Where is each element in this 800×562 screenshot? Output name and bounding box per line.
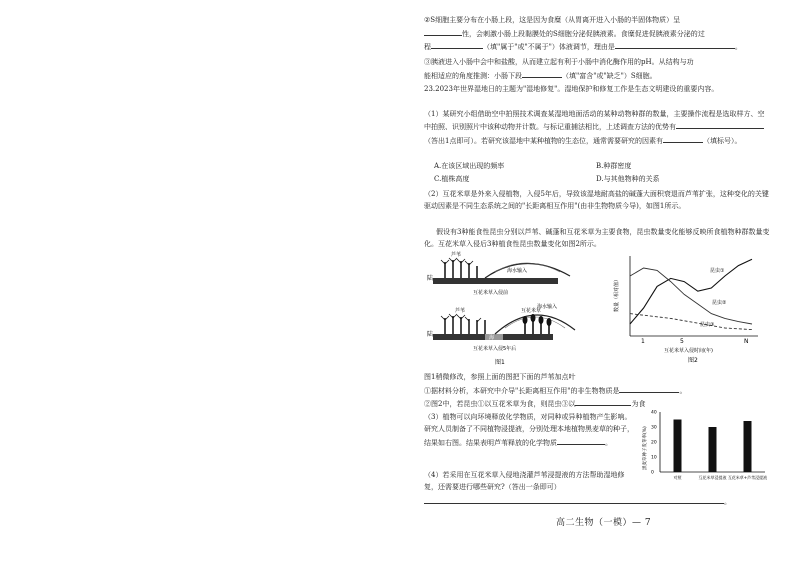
- q2-line1: ②S细胞主要分布在小肠上段，这是因为食糜（从胃离开进入小肠的半固体物质）呈: [424, 16, 681, 24]
- fig2-series-line-2: [630, 268, 752, 324]
- germination-bar-chart: [640, 408, 770, 494]
- answer-blank[interactable]: [575, 397, 631, 406]
- q23-part2-sub1: ①据材料分析，本研究中介导"长距离相互作用"的非生物物质是 。: [424, 384, 686, 397]
- fig1-bottom-spartina-label: 互花米草: [521, 308, 542, 314]
- bar-category-label: 互花米草+芦苇浸提液: [727, 475, 768, 480]
- figure-1: [425, 250, 600, 368]
- q2-line2: 性，会刺激小肠上段黏膜处的S细胞分泌促胰液素。食糜促进促胰液素分泌的过: [424, 27, 705, 40]
- q23-title: 23.2023年世界湿地日的主题为"湿地修复"。湿地保护和修复工作是生态文明建设的重要内容。: [424, 85, 719, 93]
- fig2-tick-5: 5: [680, 338, 684, 345]
- q3-line1: ③胰液进入小肠中会中和盐酸，从而建立起有利于小肠中消化酶作用的pH。从结构与功: [424, 58, 694, 66]
- q23-note: 图1稍微修改，参照上面的图把下面的芦苇加点叶: [424, 373, 576, 381]
- fig2-y-label: 数量（相对值）: [614, 276, 620, 312]
- q23-part1: （1）某研究小组借助空中拍照技术调查某湿地地面活动的某种动物种群的数量，主要操作流程是选取样方、空中拍照、识别照片中该种动物并计数。与标记重捕法相比，上述调查方法的优势有（答出1点即可）。若研究该湿地中某种植物的生态位，通常需要研究的因素有 （填标号）。: [424, 110, 765, 145]
- q23-part2: （2）互花米草是外来入侵植物，入侵5年后，导致该湿地耐高盐的碱蓬大面积衰退而芦苇扩张，这种变化的关键驱动因素是不同生态系统之间的"长距离相互作用"(由非生物物质今导)，如图1所示。: [424, 190, 769, 211]
- answer-blank[interactable]: [615, 40, 735, 49]
- q2-line3: 程 （填"属于"或"不属于"）体液调节，理由是 。: [424, 40, 742, 53]
- bar-category-label: 互花米草浸提液: [698, 475, 727, 480]
- q23-part4-answer-line: 。: [424, 495, 731, 508]
- fig2-series-3-label: 昆虫③: [700, 322, 715, 328]
- answer-blank[interactable]: [424, 495, 724, 504]
- fig2-series-1-label: 昆虫①: [710, 268, 725, 274]
- fig1-top-land-label: 陆: [427, 275, 434, 282]
- q23-part2-sub2: ②图2中，若昆虫①以互花米草为食，则昆虫③以 为食: [424, 397, 645, 410]
- answer-blank[interactable]: [522, 69, 562, 78]
- page-footer: 高二生物（一模）— 7: [556, 518, 652, 528]
- option-c: C.植株高度: [434, 175, 470, 183]
- bar-category-label: 对照: [673, 475, 682, 480]
- q3-line2: 能相适应的角度推测：小肠下段 （填"富含"或"缺乏"）S细胞。: [424, 69, 657, 82]
- bar-y-tick-label: 10: [651, 455, 657, 461]
- option-a: A.在该区域出现的频率: [434, 162, 505, 170]
- q23-part4: （4）若采用在互花米草入侵地浇灌芦苇浸提液的方法帮助湿地修复，还需要进行哪些研究?（答出一条即可）: [424, 471, 625, 492]
- q23-part3: （3）植物可以向环境释放化学物质，对同种或异种植物产生影响。研究人员制备了不同植物浸提液，分别处理本地植物黑麦草的种子，结果如右图。结果表明芦苇释放的化学物质 。: [424, 413, 634, 447]
- fig2-series-line-3: [630, 314, 752, 330]
- bar-2: [709, 427, 717, 472]
- answer-blank[interactable]: [431, 40, 483, 49]
- fig1-caption: 图1: [495, 359, 505, 366]
- fig1-bottom-panel: [427, 303, 575, 352]
- answer-blank[interactable]: [619, 384, 679, 393]
- answer-blank[interactable]: [557, 436, 605, 445]
- bar-y-tick-label: 0: [651, 470, 654, 476]
- fig1-bottom-land-label: 陆: [427, 331, 434, 338]
- fig2-x-label: 互花米草入侵时间(年): [664, 348, 713, 354]
- fig1-top-sea-label: 海水输入: [507, 268, 528, 274]
- bar-1: [674, 420, 682, 473]
- bar-3: [744, 421, 752, 472]
- option-d: D.与其他物种的关系: [596, 175, 660, 183]
- fig1-top-reed-label: 芦苇: [451, 252, 462, 258]
- bar-y-tick-label: 30: [651, 425, 657, 431]
- fig1-bottom-mud-label: 海: [489, 335, 495, 341]
- fig1-bottom-reed-label: 芦苇: [455, 308, 466, 314]
- fig1-bottom-caption: 互花米草入侵5年后: [473, 346, 517, 352]
- answer-blank[interactable]: [663, 134, 703, 143]
- fig1-bottom-sea-label: 海水输入: [537, 304, 558, 310]
- answer-blank[interactable]: [424, 27, 462, 36]
- fig2-tick-1: 1: [641, 338, 645, 345]
- bar-y-tick-label: 40: [651, 410, 657, 416]
- fig1-top-panel: [427, 251, 570, 296]
- option-b: B.种群密度: [596, 162, 632, 170]
- bar-y-tick-label: 20: [651, 440, 657, 446]
- figure-2-line-chart: [608, 250, 768, 368]
- fig1-top-caption: 互花米草入侵前: [473, 290, 509, 296]
- fig2-series-2-label: 昆虫②: [712, 300, 727, 306]
- fig2-caption: 图2: [688, 357, 698, 364]
- bar-y-label: 黑麦草种子发芽率(%): [643, 426, 648, 470]
- fig2-tick-n: N: [744, 338, 749, 345]
- answer-blank[interactable]: [676, 120, 764, 129]
- q23-part2-assumption: 假设有3种能食性昆虫分别以芦苇、碱蓬和互花米草为主要食物，昆虫数量变化能够反映所食植物种群数量变化。互花米草入侵后3种植食性昆虫数量变化如图2所示。: [424, 228, 770, 249]
